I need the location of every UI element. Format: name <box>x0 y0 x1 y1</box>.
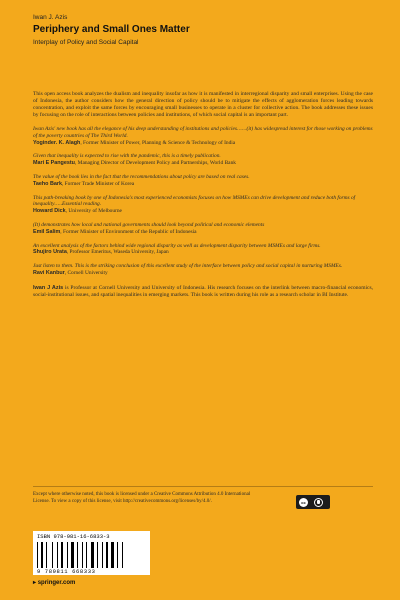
reviewer-name: Ravi Kanbur <box>33 269 65 276</box>
review-3 <box>33 174 373 188</box>
review-attribution <box>33 140 373 147</box>
reviewer-name: Mari E Pangestu <box>33 160 75 167</box>
attribution-person-icon <box>314 498 323 507</box>
publisher-url: springer.com <box>37 580 76 586</box>
barcode-bar <box>86 542 87 568</box>
review-quote: This path-breaking book by one of Indonesia's most experienced economists focuses on how MSMEs can drive development and reduce both forms of inequality…..Essential reading. <box>33 194 356 208</box>
barcode-bar <box>48 542 51 568</box>
reviewer-affiliation: , Managing Director of Development Policy and Partnerships, World Bank <box>74 160 236 167</box>
barcode-bar <box>39 542 40 568</box>
barcode-bar <box>61 542 63 568</box>
barcode-bar <box>99 542 101 568</box>
barcode-bar <box>82 542 83 568</box>
license-text: Except where otherwise noted, this book is licensed under a Creative Commons Attribution 4.0 International License. To view a copy of this license, visit http://creativecommons.org/licenses/by/4.0/. <box>33 492 251 504</box>
barcode-bar <box>77 542 78 568</box>
review-attribution <box>33 208 373 215</box>
reviewer-name: Shujiro Urata <box>33 249 67 256</box>
barcode-bar <box>64 542 66 568</box>
reviewer-name: Yoginder. K. Alagh <box>33 139 81 146</box>
barcode-bar <box>95 542 96 568</box>
barcode-panel <box>33 531 150 575</box>
barcode-bar <box>84 542 85 568</box>
cover-content <box>33 91 373 304</box>
review-attribution <box>33 181 373 188</box>
review-attribution <box>33 229 373 236</box>
reviewer-affiliation: , University of Melbourne <box>65 208 122 215</box>
reviewer-affiliation: , Former Minister of Power, Planning & Science & Technology of India <box>80 139 236 146</box>
barcode-bar <box>109 542 110 568</box>
review-attribution <box>33 270 373 277</box>
barcode-bar <box>59 542 60 568</box>
barcode-bar <box>122 542 123 568</box>
reviewer-affiliation: , Professor Emeritus, Waseda University, Japan <box>66 249 169 256</box>
barcode-bar <box>91 542 94 568</box>
book-title: Periphery and Small Ones Matter <box>33 24 190 35</box>
reviewer-name: Emil Salim <box>33 228 61 235</box>
barcode-bar <box>111 542 114 568</box>
barcode-bar <box>106 542 108 568</box>
abstract: This open access book analyzes the dualism and inequality insofar as how it is manifested in interregional disparity and small enterprises. Using the case of Indonesia, the author considers how the general direction of policy should be to mitigate the effects of agglomeration forces leading towards concentration, and exploit the same forces by encouraging small businesses to operate in a cluster for collective action. The book addresses these issues by focusing on the role of interactions between policies and institutions, of which social capital is an important part. <box>33 91 373 118</box>
review-attribution <box>33 160 373 167</box>
cc-icon: cc <box>299 498 308 507</box>
reviewer-name: Taeho Bark <box>33 180 62 187</box>
review-4 <box>33 195 373 215</box>
review-attribution <box>33 249 373 256</box>
reviewer-affiliation: , Former Minister of Environment of the Republic of Indonesia <box>60 228 197 235</box>
barcode-bar <box>79 542 81 568</box>
review-quote: (It) demonstrates how local and national governments should look beyond political and economic elements <box>33 221 265 228</box>
review-5 <box>33 222 373 236</box>
author-name: Iwan J. Azis <box>33 14 68 21</box>
cover-header <box>33 14 373 46</box>
creative-commons-badge[interactable] <box>296 495 330 509</box>
isbn-label: ISBN 978-981-16-6833-3 <box>37 533 110 540</box>
publisher-link[interactable]: ▸ springer.com <box>33 580 76 586</box>
book-subtitle: Interplay of Policy and Social Capital <box>33 39 139 46</box>
reviewer-affiliation: , Cornell University <box>64 269 108 276</box>
review-2 <box>33 153 373 167</box>
bio-text: is Professor at Cornell University and University of Indonesia. His research focuses on the interlink between macro-financial economics, social-institutional issues, and spatial inequalities in emerging markets. This book is written during his role as a research scholar in BI Institute. <box>33 284 373 298</box>
barcode-bar <box>67 542 68 568</box>
barcode-bar <box>88 542 90 568</box>
barcode-bar <box>46 542 47 568</box>
author-bio <box>33 285 373 299</box>
barcode-bar <box>102 542 103 568</box>
barcode-bar <box>57 542 58 568</box>
barcode-bar <box>104 542 105 568</box>
barcode-number: 9 789811 668333 <box>37 568 96 575</box>
barcode-bar <box>124 542 125 568</box>
review-6 <box>33 243 373 257</box>
review-quote: Given that inequality is expected to rise with the pandemic, this is a timely publication. <box>33 153 221 160</box>
review-quote: Just listen to them. This is the striking conclusion of this excellent study of the interface between policy and social capital in nurturing MSMEs. <box>33 263 343 270</box>
barcode-bar <box>54 542 56 568</box>
bio-author-name: Iwan J Azis <box>33 284 64 291</box>
reviewer-name: Howard Dick <box>33 208 66 215</box>
barcode-bar <box>97 542 98 568</box>
barcode-bar <box>119 542 121 568</box>
reviewer-affiliation: , Former Trade Minister of Korea <box>61 180 135 187</box>
divider <box>33 486 373 487</box>
review-quote: An excellent analysis of the factors behind wide regional disparity as well as development disparity between MSMEs and large firms. <box>33 242 321 249</box>
barcode-bar <box>44 542 45 568</box>
barcode-bar <box>117 542 118 568</box>
review-7 <box>33 263 373 277</box>
barcode-bar <box>69 542 70 568</box>
review-quote: Iwan Azis' new book has all the elegance of his deep understanding of institutions and policies……(it) has widespread interest for those working on problems of the poverty countries of The Third World. <box>33 126 373 139</box>
barcode-bar <box>52 542 53 568</box>
barcode-bars <box>37 542 146 568</box>
barcode-bar <box>41 542 43 568</box>
barcode-bar <box>71 542 74 568</box>
barcode-bar <box>115 542 116 568</box>
barcode-bar <box>75 542 76 568</box>
barcode-bar <box>37 542 38 568</box>
review-1 <box>33 126 373 146</box>
review-quote: The value of the book lies in the fact that the recommendations about policy are based on real cases. <box>33 173 250 180</box>
